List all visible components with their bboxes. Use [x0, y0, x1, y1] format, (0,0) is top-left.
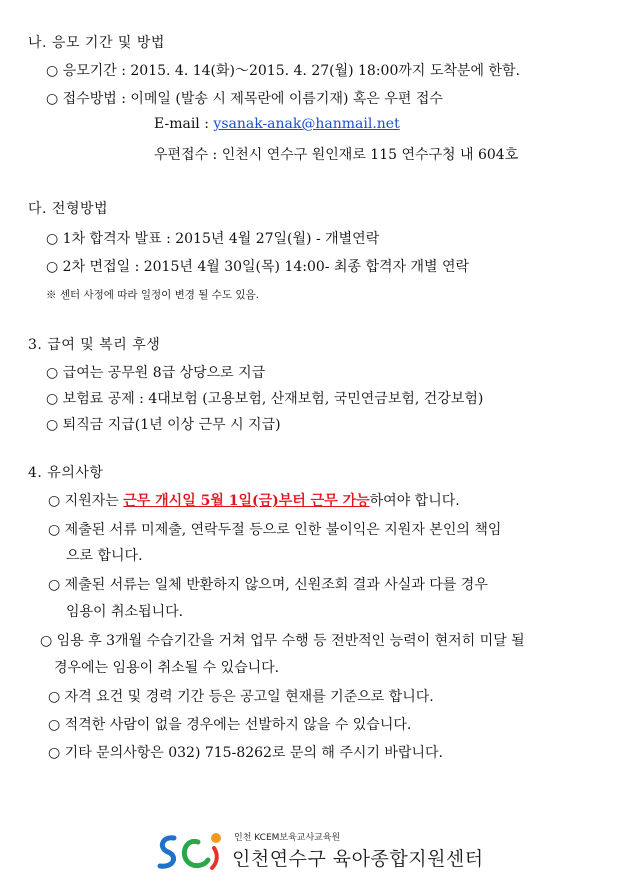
schedule-note: ※ 센터 사정에 따라 일정이 변경 될 수도 있음. [46, 289, 259, 301]
notice-item-cont: 으로 합니다. [66, 548, 143, 564]
interview-date: ○ 2차 면접일 : 2015년 4월 30일(목) 14:00- 최종 합격자 개별 연락 [46, 259, 470, 275]
severance-item: ○ 퇴직금 지급(1년 이상 근무 시 지급) [46, 417, 281, 433]
notice-item: ○ 기타 문의사항은 032) 715-8262로 문의 해 주시기 바랍니다. [48, 745, 443, 761]
notice-start-post: 하여야 합니다. [369, 493, 460, 509]
email-line [154, 116, 400, 132]
notice-item: ○ 임용 후 3개월 수습기간을 거쳐 업무 수행 등 전반적인 능력이 현저히 미달 될 [40, 633, 525, 649]
first-round-result: ○ 1차 합격자 발표 : 2015년 4월 27일(월) - 개별연락 [46, 231, 380, 247]
insurance-item: ○ 보험료 공제 : 4대보험 (고용보험, 산재보험, 국민연금보험, 건강보험) [46, 391, 484, 407]
application-period: ○ 응모기간 : 2015. 4. 14(화)～2015. 4. 27(월) 18:00까지 도착분에 한함. [46, 63, 520, 79]
notice-item-cont: 임용이 취소됩니다. [66, 604, 184, 620]
application-method: ○ 접수방법 : 이메일 (발송 시 제목란에 이름기재) 혹은 우편 접수 [46, 91, 443, 107]
section-title-schedule: 나. 응모 기간 및 방법 [28, 35, 165, 51]
salary-item: ○ 급여는 공무원 8급 상당으로 지급 [46, 365, 266, 381]
logo-mark-icon [152, 826, 230, 876]
section-title-notices: 4. 유의사항 [28, 465, 104, 481]
notice-item: ○ 자격 요건 및 경력 기간 등은 공고일 현재를 기준으로 합니다. [48, 689, 434, 705]
notice-start-pre: ○ 지원자는 [48, 493, 124, 509]
notice-start-date [48, 490, 460, 510]
section-title-selection: 다. 전형방법 [28, 201, 109, 217]
section-title-benefits: 3. 급여 및 복리 후생 [28, 337, 161, 353]
notice-item: ○ 제출된 서류는 일체 반환하지 않으며, 신원조회 결과 사실과 다를 경우 [48, 577, 488, 593]
notice-item: ○ 제출된 서류 미제출, 연락두절 등으로 인한 불이익은 지원자 본인의 책임 [48, 522, 502, 538]
notice-item-cont: 경우에는 임용이 취소될 수 있습니다. [54, 660, 280, 676]
notice-item: ○ 적격한 사람이 없을 경우에는 선발하지 않을 수 있습니다. [48, 717, 412, 733]
logo-title: 인천연수구 육아종합지원센터 [232, 848, 484, 870]
notice-start-highlight: 근무 개시일 5월 1일(금)부터 근무 가능 [123, 493, 370, 509]
center-logo [152, 826, 492, 876]
postal-address: 우편접수 : 인천시 연수구 원인재로 115 연수구청 내 604호 [154, 147, 519, 163]
email-link[interactable]: ysanak-anak@hanmail.net [213, 116, 400, 132]
email-label: E-mail : [154, 116, 214, 132]
logo-subtitle: 인천 KCEM보육교사교육원 [234, 833, 341, 843]
